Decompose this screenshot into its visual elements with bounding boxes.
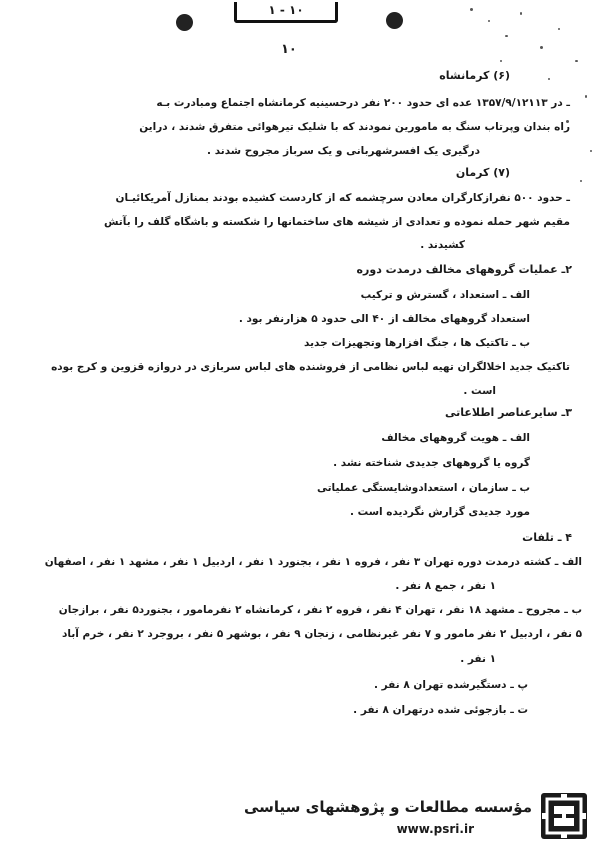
paragraph-line: راه بندان وپرتاب سنگ به مامورین نمودند که با شلیک تیرهوائی متفرق شدند ، دراین — [139, 121, 570, 133]
paragraph-line: درگیری یک افسرشهربانی و یک سرباز مجروح شدند . — [207, 145, 480, 157]
institute-name: مؤسسه مطالعات و پژوهشهای سیاسی — [243, 798, 532, 816]
punch-hole — [176, 14, 193, 31]
punch-hole — [386, 12, 403, 29]
page-number: ۱۰ — [281, 42, 297, 57]
watermark-footer — [243, 786, 594, 850]
paragraph-line: الف ـ کشته درمدت دوره تهران ۳ نفر ، فروه ۱ نفر ، بجنورد ۱ نفر ، اردبیل ۱ نفر ، مشهد ۱ نفر ، اصفهان — [44, 556, 582, 568]
paragraph-line: ۱ نفر . — [460, 653, 496, 665]
institute-url[interactable]: www.psri.ir — [396, 822, 474, 836]
section-heading-casualties: ۴ ـ تلفات — [522, 531, 572, 544]
paragraph-line: ت ـ بازجوئی شده درتهران ۸ نفر . — [353, 704, 528, 716]
section-heading-kerman: (۷) کرمان — [455, 166, 510, 179]
paragraph-line: کشیدند . — [420, 239, 465, 251]
paragraph-line: است . — [463, 385, 496, 397]
institute-logo-icon — [540, 792, 588, 840]
subheading-line: الف ـ هویت گروههای مخالف — [381, 432, 530, 444]
subheading-line: ب ـ سازمان ، استعدادوشایستگی عملیاتی — [316, 482, 530, 494]
subheading-line: ب ـ تاکتیک ها ، جنگ افزارها وتجهیزات جدید — [304, 337, 530, 349]
paragraph-line: ب ـ مجروح ـ مشهد ۱۸ نفر ، تهران ۴ نفر ، فروه ۲ نفر ، کرمانشاه ۲ نفرمامور ، بجنورد۵ نفر ، برازجان — [58, 604, 582, 616]
paragraph-line: ـ حدود ۵۰۰ نفرازکارگران معادن سرچشمه که از کاردست کشیده بودند بمنازل آمریکائیـان — [115, 192, 570, 204]
paragraph-line: استعداد گروههای مخالف از ۴۰ الی حدود ۵ هزارنفر بود . — [238, 313, 530, 325]
paragraph-line: گروه یا گروههای جدیدی شناخته نشد . — [333, 457, 530, 469]
paragraph-line: مورد جدیدی گزارش نگردیده است . — [349, 506, 530, 518]
paragraph-line: ۵ نفر ، اردبیل ۲ نفر مامور و ۷ نفر غیرنظامی ، زنجان ۹ نفر ، بوشهر ۵ نفر ، بروجرد ۲ نفر ، خرم آباد — [62, 628, 582, 640]
paragraph-line: پ ـ دستگیرشده تهران ۸ نفر . — [373, 679, 528, 691]
paragraph-line: ۱ نفر ، جمع ۸ نفر . — [395, 580, 496, 592]
section-heading-intelligence: ۳ـ سایرعناصر اطلاعاتی — [444, 406, 572, 419]
subheading-line: الف ـ استعداد ، گسترش و ترکیب — [360, 289, 530, 301]
paragraph-line: مقیم شهر حمله نموده و تعدادی از شیشه های ساختمانها را شکسته و باشگاه گلف را بآتش — [103, 216, 570, 228]
section-heading-kermanshah: (۶) کرمانشاه — [439, 69, 510, 82]
paragraph-line: ـ در ۱۳۵۷/۹/۱۲۱۱۳ عده ای حدود ۲۰۰ نفر درحسینیه کرمانشاه اجتماع ومبادرت بـه — [156, 97, 570, 109]
top-stamp: ۱۰ - ۱ — [234, 2, 338, 23]
section-heading-operations: ۲ـ عملیات گروههای مخالف درمدت دوره — [356, 263, 572, 276]
paragraph-line: تاکتیک جدید اخلالگران تهیه لباس نظامی از فروشنده های لباس سربازی در دروازه قزوین و کرج بوده — [51, 361, 570, 373]
